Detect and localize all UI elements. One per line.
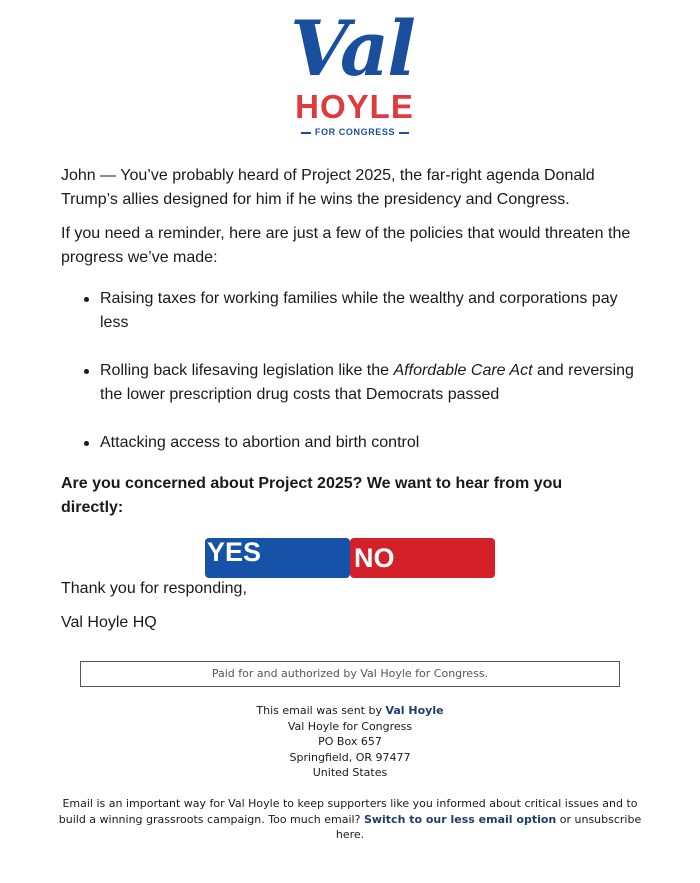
sender-link[interactable]: Val Hoyle [385, 704, 444, 717]
country: United States [312, 766, 388, 779]
org-name: Val Hoyle for Congress [287, 719, 413, 733]
unsubscribe-link[interactable]: unsubscribe here [335, 812, 642, 841]
survey-question: Are you concerned about Project 2025? We want to hear from you directly: [61, 475, 563, 516]
tagline-dash-left [301, 132, 311, 134]
no-button-label: NO [354, 543, 395, 573]
logo-wordmark-hoyle: HOYLE [295, 88, 414, 125]
po-box: PO Box 657 [318, 735, 382, 748]
policy-item-taxes: Raising taxes for working families while the wealthy and corporations pay less [61, 287, 646, 335]
email-preferences-note [55, 796, 645, 843]
policy-item-healthcare [61, 359, 646, 407]
logo-tagline [296, 127, 414, 138]
paid-for-disclaimer: Paid for and authorized by Val Hoyle for Congress. [80, 661, 620, 687]
policy-item-healthcare-end: and reversing the lower prescription drug costs that Democrats passed [100, 362, 634, 403]
yes-button[interactable] [205, 538, 350, 578]
no-button[interactable] [350, 538, 495, 578]
campaign-logo [0, 0, 700, 150]
policy-item-abortion: Attacking access to abortion and birth control [61, 431, 646, 455]
note-text: Email is an important way for Val Hoyle to keep supporters like you informed about critical issues and to build a winning grassroots campaign. Too much email? [58, 797, 638, 826]
sender-address-block [0, 703, 700, 781]
sent-by-line [0, 703, 700, 719]
thanks-line: Thank you for responding, [61, 580, 247, 597]
logo-tagline-text: FOR CONGRESS [314, 127, 396, 137]
less-email-link[interactable]: Switch to our less email option [363, 812, 557, 826]
note-period: . [360, 828, 365, 841]
tagline-dash-right [399, 132, 409, 134]
city-state-zip: Springfield, OR 97477 [289, 750, 411, 764]
logo-wordmark-val: Val [289, 4, 415, 93]
affordable-care-act-emphasis: Affordable Care Act [393, 362, 533, 379]
sent-by-prefix: This email was sent by [256, 704, 386, 717]
signature: Val Hoyle HQ [61, 614, 157, 631]
policy-item-healthcare-start: Rolling back lifesaving legislation like the [100, 362, 394, 379]
yes-button-label: YES [207, 537, 262, 567]
intro-paragraph: John — You’ve probably heard of Project 2025, the far-right agenda Donald Trump’s allies designed for him if he wins the presidency and Congress. [61, 167, 595, 208]
note-or: or [556, 812, 575, 826]
reminder-paragraph: If you need a reminder, here are just a few of the policies that would threaten the progress we’ve made: [61, 225, 631, 266]
